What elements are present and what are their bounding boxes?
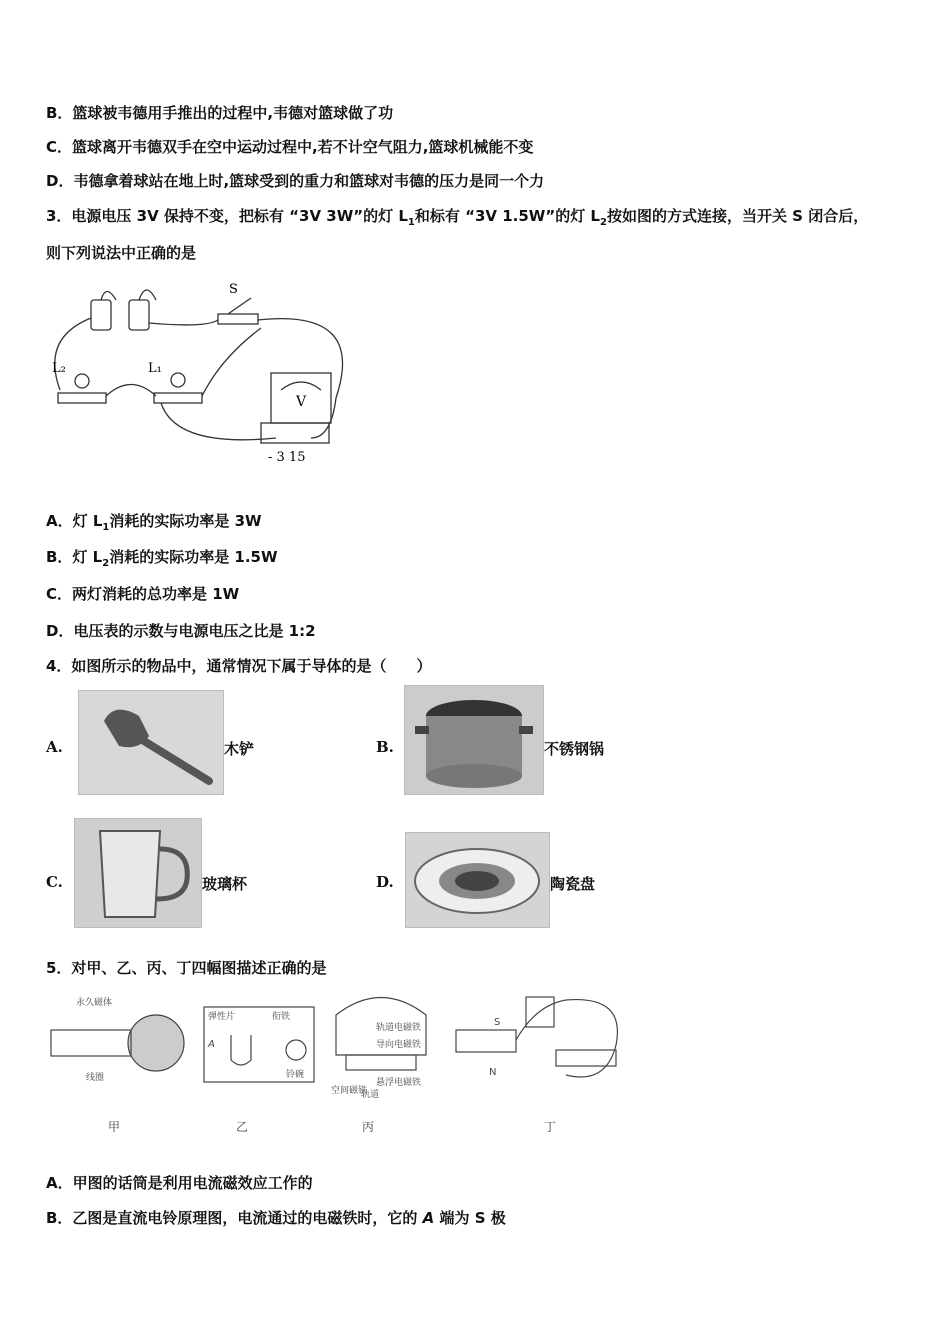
q4-option-c-name: 玻璃杯 (202, 875, 248, 893)
fig-text-spring: 弹性片 (208, 1012, 236, 1022)
q3-stem-part1: 3．电源电压 3V 保持不变，把标有 “3V 3W”的灯 L (46, 207, 408, 225)
caption-yi: 乙 (236, 1120, 249, 1134)
caption-jia: 甲 (108, 1120, 121, 1134)
battery-1 (91, 300, 111, 330)
fig-label-scale: - 3 15 (268, 450, 306, 465)
q3-stem-part2: 和标有 “3V 1.5W”的灯 L (414, 207, 600, 225)
magnet-block (456, 1030, 516, 1052)
l2-bulb (75, 374, 89, 388)
q5-option-a: A．甲图的话筒是利用电流磁效应工作的 (46, 1174, 313, 1192)
microphone-head (128, 1015, 184, 1071)
caption-ding: 丁 (544, 1120, 557, 1134)
glass-cup-photo (74, 818, 202, 928)
switch-base (218, 314, 258, 324)
q3-option-c: C．两灯消耗的总功率是 1W (46, 585, 240, 603)
fig-text-guide-mag: 导向电磁铁 (376, 1040, 422, 1050)
q3-option-a: A．灯 $L_1$消耗的实际功率是 3W (46, 512, 262, 533)
battery-2 (129, 300, 149, 330)
q4-option-c-letter: C. (46, 873, 63, 891)
fig-text-n: N (489, 1067, 497, 1078)
fig-text-suspend-mag: 悬浮电磁铁 (376, 1078, 422, 1088)
q3-sub1: 1 (407, 217, 415, 228)
q5-four-figures (46, 985, 636, 1135)
l2-base (58, 393, 106, 403)
q3-stem (46, 205, 868, 228)
fig-text-air-gap: 空间磁铁 (331, 1086, 368, 1096)
fig-label-l1: L₁ (148, 361, 162, 376)
switch-lever (228, 298, 251, 314)
q5-option-b: B．乙图是直流电铃原理图，电流通过的电磁铁时，它的 A 端为 S 极 (46, 1209, 506, 1227)
bell-bowl (286, 1040, 306, 1060)
maglev-track (346, 1055, 416, 1070)
fig-text-track: 轨道 (361, 1090, 380, 1100)
q3-option-b: B．灯 $L_2$消耗的实际功率是 1.5W (46, 548, 278, 569)
spatula-photo (78, 690, 224, 795)
voltmeter-dial (281, 382, 321, 390)
q4-stem: 4．如图所示的物品中，通常情况下属于导体的是（ ） (46, 657, 432, 675)
rheostat (556, 1050, 616, 1066)
q4-option-b-name: 不锈钢锅 (544, 740, 605, 758)
caption-bing: 丙 (362, 1120, 375, 1134)
q2-option-b: B．篮球被韦德用手推出的过程中,韦德对篮球做了功 (46, 104, 394, 122)
q3-circuit-figure (46, 278, 356, 468)
microphone-body (51, 1030, 131, 1056)
electromagnet-u (231, 1035, 251, 1065)
q4-option-a-name: 木铲 (224, 740, 255, 758)
l1-base (154, 393, 202, 403)
voltmeter-base (261, 423, 329, 443)
q3-stem-part3: 按如图的方式连接，当开关 S 闭合后， (606, 207, 869, 225)
q4-option-b-letter: B. (376, 738, 394, 756)
ceramic-plate-photo (405, 832, 550, 928)
fig-text-a: A (208, 1039, 215, 1050)
q4-option-a-letter: A. (46, 738, 63, 756)
fig-label-s: S (229, 282, 238, 297)
fig-text-magnet: 永久磁体 (76, 998, 113, 1008)
q2-option-d: D．韦德拿着球站在地上时,篮球受到的重力和篮球对韦德的压力是同一个力 (46, 172, 545, 190)
fig-text-coil: 线圈 (86, 1073, 105, 1083)
fig-text-track-mag: 轨道电磁铁 (376, 1023, 422, 1033)
q3-stem-line2: 则下列说法中正确的是 (46, 244, 197, 262)
pot-photo (404, 685, 544, 795)
l1-bulb (171, 373, 185, 387)
q2-option-c: C．篮球离开韦德双手在空中运动过程中,若不计空气阻力,篮球机械能不变 (46, 138, 534, 156)
q3-option-d: D．电压表的示数与电源电压之比是 1:2 (46, 622, 316, 640)
fig-text-hammer: 衔铁 (272, 1012, 291, 1022)
q4-option-d-letter: D. (376, 873, 394, 891)
fig-label-l2: L₂ (52, 361, 66, 376)
fig-text-bell: 铃碗 (286, 1070, 305, 1080)
q4-option-d-name: 陶瓷盘 (550, 875, 596, 893)
q5-stem: 5．对甲、乙、丙、丁四幅图描述正确的是 (46, 959, 327, 977)
q3-sub2: 2 (599, 217, 607, 228)
fig-label-v: V (296, 394, 307, 410)
fig-text-s: S (494, 1017, 501, 1028)
